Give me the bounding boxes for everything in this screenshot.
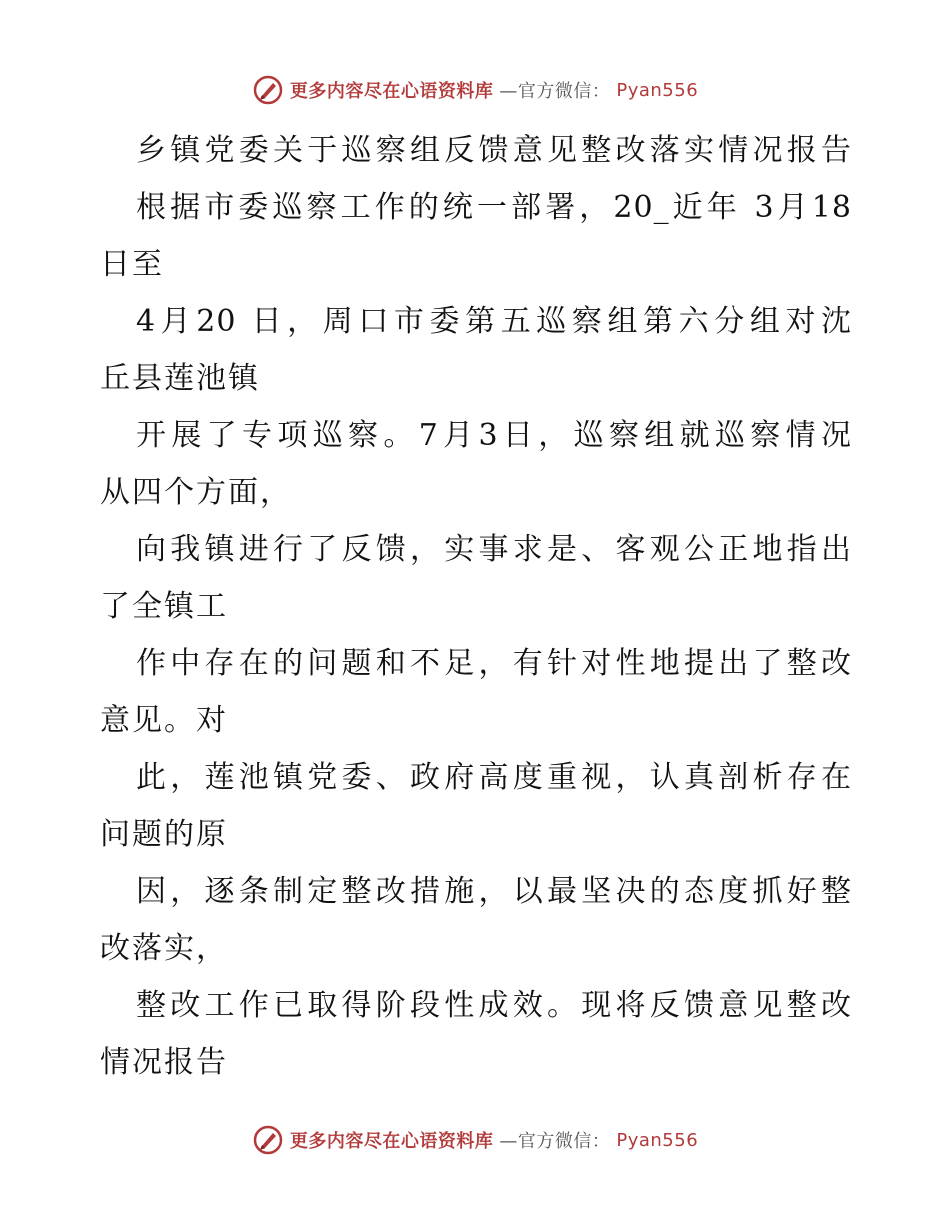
paragraph-line: 因，逐条制定整改措施，以最坚决的态度抓好整 bbox=[136, 874, 852, 909]
watermark-wechat-id: Pyan556 bbox=[616, 79, 699, 101]
document-title: 乡镇党委关于巡察组反馈意见整改落实情况报告 bbox=[136, 133, 852, 168]
paragraph-line: 向我镇进行了反馈，实事求是、客观公正地指出 bbox=[136, 532, 852, 567]
watermark-wechat-label: —官方微信： bbox=[499, 81, 611, 102]
paragraph-line: 丘县莲池镇 bbox=[100, 361, 260, 396]
paragraph-line: 4月20 日，周口市委第五巡察组第六分组对沈 bbox=[136, 304, 852, 339]
watermark-site-name: 更多内容尽在心语资料库 bbox=[289, 1131, 494, 1152]
paragraph-line: 开展了专项巡察。7月3日，巡察组就巡察情况 bbox=[136, 418, 852, 453]
paragraph-line: 从四个方面， bbox=[100, 475, 292, 510]
watermark-wechat-id: Pyan556 bbox=[616, 1129, 699, 1151]
paragraph-line: 日至 bbox=[100, 247, 164, 282]
pen-logo-icon bbox=[252, 1124, 284, 1156]
paragraph-line: 整改工作已取得阶段性成效。现将反馈意见整改 bbox=[136, 988, 852, 1023]
watermark-wechat-label: —官方微信： bbox=[499, 1131, 611, 1152]
paragraph-line: 问题的原 bbox=[100, 817, 228, 852]
paragraph-line: 根据市委巡察工作的统一部署，20_近年 3月18 bbox=[136, 190, 852, 225]
footer-watermark bbox=[0, 1124, 950, 1156]
header-watermark bbox=[0, 74, 950, 106]
pen-logo-icon bbox=[252, 74, 284, 106]
document-body bbox=[100, 122, 852, 1091]
paragraph-line: 情况报告 bbox=[100, 1045, 228, 1080]
paragraph-line: 此，莲池镇党委、政府高度重视，认真剖析存在 bbox=[136, 760, 852, 795]
paragraph-line: 作中存在的问题和不足，有针对性地提出了整改 bbox=[136, 646, 852, 681]
paragraph-line: 意见。对 bbox=[100, 703, 228, 738]
watermark-site-name: 更多内容尽在心语资料库 bbox=[289, 81, 494, 102]
paragraph-line: 改落实， bbox=[100, 931, 228, 966]
paragraph-line: 了全镇工 bbox=[100, 589, 228, 624]
